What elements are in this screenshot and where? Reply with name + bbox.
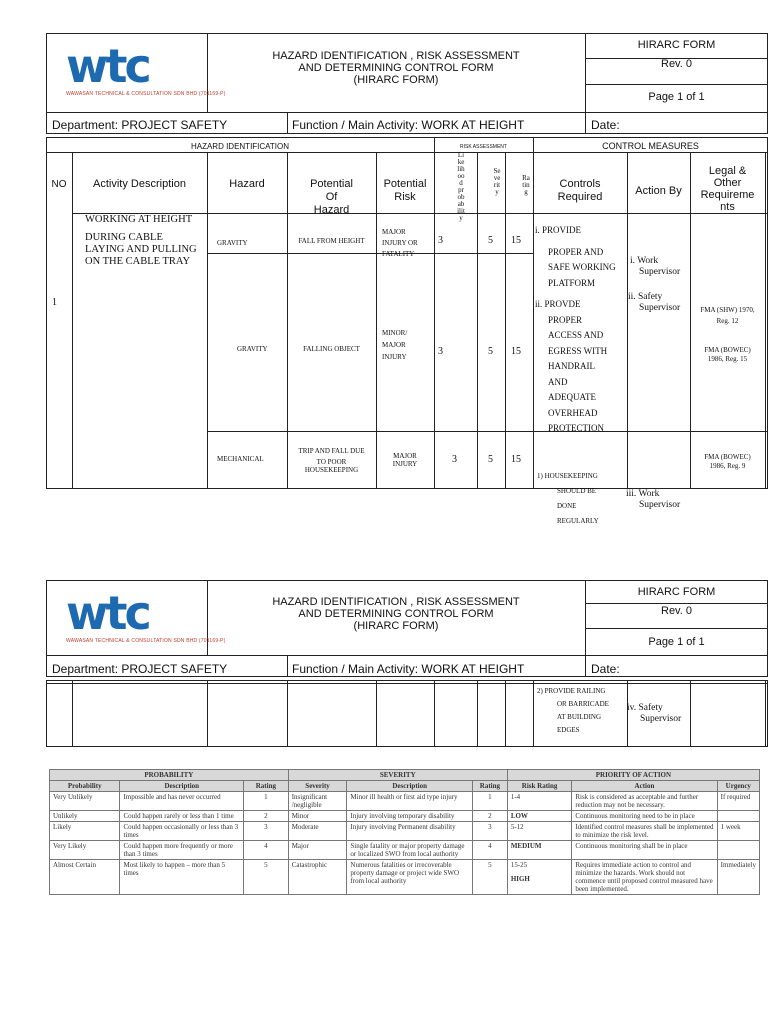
date-label-2: Date:: [591, 662, 620, 676]
form-name: HIRARC FORM: [637, 39, 716, 51]
legend-cell: Minor: [288, 811, 347, 822]
company-logo-2: wtc WAWASAN TECHNICAL & CONSULTATION SDN BHD (701169-P): [66, 586, 226, 644]
page-number: Page 1 of 1: [648, 91, 705, 103]
legend-cell: Continuous monitoring shall be in place: [572, 841, 717, 860]
legend-cell: 15-25 HIGH: [507, 860, 572, 895]
col-no: NO: [51, 179, 67, 190]
legend-col-urgency: Urgency: [717, 781, 759, 792]
legend-cell: Could happen more frequently or more than 3 times: [120, 841, 244, 860]
legend-cell: Numerous fatalities or irrecoverable property damage or project wide SWO from local authority: [347, 860, 473, 895]
effect-2: FALLING OBJECT: [303, 345, 360, 353]
revision-2: Rev. 0: [661, 605, 692, 617]
legend-cell: Insignificant /negligible: [288, 792, 347, 811]
risk-3: MAJOR INJURY: [392, 452, 418, 468]
action-by-1: i. Work Supervisor: [630, 256, 681, 277]
legal-2: FMA (BOWEC) 1986, Reg. 15: [704, 346, 751, 363]
legend-col-probability: Probability: [50, 781, 120, 792]
likelihood-1: 3: [438, 235, 443, 246]
col-controls: Controls Required: [557, 178, 603, 203]
legend-cell: Single fatality or major property damage or localized SWO from local authority: [347, 841, 473, 860]
legend-priority-heading: PRIORITY OF ACTION: [507, 770, 759, 781]
controls-required-page2: 2) PROVIDE RAILING OR BARRICADE AT BUILDING EDGES: [537, 687, 609, 734]
legend-severity-heading: SEVERITY: [288, 770, 507, 781]
legend-cell: Risk is considered as acceptable and further reduction may not be necessary.: [572, 792, 717, 811]
department-label: Department: PROJECT SAFETY: [52, 118, 228, 132]
legend-cell: [717, 811, 759, 822]
legend-cell: [717, 841, 759, 860]
legend-cell: 3: [472, 822, 507, 841]
legend-cell: 1 week: [717, 822, 759, 841]
legend-cell: Almost Certain: [50, 860, 120, 895]
legend-cell: Catastrophic: [288, 860, 347, 895]
risk-assessment-heading: RISK ASSESSMENT: [460, 144, 507, 150]
rating-3: 15: [511, 454, 521, 465]
control-measures-heading: CONTROL MEASURES: [602, 141, 699, 151]
col-severity: Severity: [493, 167, 501, 196]
legend-col-severity-rating: Rating: [472, 781, 507, 792]
legend-cell: 1-4: [507, 792, 572, 811]
function-label-2: Function / Main Activity: WORK AT HEIGHT: [292, 662, 525, 676]
legend-cell: Likely: [50, 822, 120, 841]
legend-cell: Immediately: [717, 860, 759, 895]
legend-probability-heading: PROBABILITY: [50, 770, 289, 781]
col-activity: Activity Description: [93, 178, 186, 190]
col-action-by: Action By: [635, 185, 682, 197]
department-label-2: Department: PROJECT SAFETY: [52, 662, 228, 676]
effect-3: TRIP AND FALL DUE TO POOR HOUSEKEEPING: [298, 447, 365, 474]
company-logo: wtc WAWASAN TECHNICAL & CONSULTATION SDN BHD (701169-P): [66, 39, 226, 97]
legend-cell: Continuous monitoring need to be in place: [572, 811, 717, 822]
legend-cell: 2: [244, 811, 289, 822]
rating-1: 15: [511, 235, 521, 246]
form-title: HAZARD IDENTIFICATION , RISK ASSESSMENT AND DETERMINING CONTROL FORM (HIRARC FORM): [272, 50, 520, 86]
controls-required-3: 1) HOUSEKEEPING SHOULD BE DONE REGULARLY: [537, 472, 599, 525]
severity-3: 5: [488, 454, 493, 465]
row-no: 1: [52, 297, 57, 308]
col-effect: Potential Of Hazard: [310, 178, 353, 216]
form-name-2: HIRARC FORM: [637, 586, 716, 598]
activity-description: WORKING AT HEIGHT DURING CABLE LAYING AND PULLING ON THE CABLE TRAY: [85, 214, 197, 267]
action-by-2: ii. Safety Supervisor: [628, 292, 681, 313]
legend-cell: Could happen rarely or less than 1 time: [120, 811, 244, 822]
legend-col-severity-description: Description: [347, 781, 473, 792]
revision: Rev. 0: [661, 58, 692, 70]
legend-cell: LOW: [507, 811, 572, 822]
risk-1: MAJOR INJURY OR FATALITY: [382, 228, 418, 258]
severity-2: 5: [488, 346, 493, 357]
legend-cell: Minor ill health or first aid type injury: [347, 792, 473, 811]
hazard-identification-heading: HAZARD IDENTIFICATION: [190, 142, 290, 151]
legend-cell: Very Unlikely: [50, 792, 120, 811]
legend-col-action: Action: [572, 781, 717, 792]
legend-cell: MEDIUM: [507, 841, 572, 860]
legend-cell: 5-12: [507, 822, 572, 841]
legal-3: FMA (BOWEC) 1986, Reg. 9: [704, 453, 751, 470]
legend-cell: 5: [472, 860, 507, 895]
rating-2: 15: [511, 346, 521, 357]
legend-cell: 3: [244, 822, 289, 841]
date-label: Date:: [591, 118, 620, 132]
legend-row: [50, 792, 760, 811]
controls-required: i. PROVIDE PROPER AND SAFE WORKING PLATFORM ii. PROVDE PROPER ACCESS AND EGRESS WITH HANDRAIL AND ADEQUATE OVERHEAD PROTECTION: [535, 225, 616, 433]
legend-row: [50, 811, 760, 822]
legend-cell: Could happen occasionally or less than 3 times: [120, 822, 244, 841]
col-likelihood: Likelihood probability: [457, 151, 465, 222]
likelihood-3: 3: [452, 454, 457, 465]
legend-cell: 4: [472, 841, 507, 860]
col-risk: Potential Risk: [383, 178, 427, 203]
action-by-page2: iv. Safety Supervisor: [627, 703, 682, 724]
legend-cell: Very Likely: [50, 841, 120, 860]
legend-cell: Injury involving temporary disability: [347, 811, 473, 822]
hazard-2: GRAVITY: [237, 345, 268, 353]
risk-2: MINOR/ MAJOR INJURY: [382, 329, 408, 361]
legend-col-severity: Severity: [288, 781, 347, 792]
legal-1: FMA (SHW) 1970, Reg. 12: [700, 306, 755, 325]
hazard-1: GRAVITY: [217, 239, 248, 247]
legend-cell: Moderate: [288, 822, 347, 841]
likelihood-2: 3: [438, 346, 443, 357]
legend-col-description: Description: [120, 781, 244, 792]
effect-1: FALL FROM HEIGHT: [298, 237, 365, 245]
legend-cell: If required: [717, 792, 759, 811]
legend-cell: 5: [244, 860, 289, 895]
page-number-2: Page 1 of 1: [648, 636, 705, 648]
form-title-2: HAZARD IDENTIFICATION , RISK ASSESSMENT AND DETERMINING CONTROL FORM (HIRARC FORM): [272, 596, 520, 632]
col-legal: Legal & Other Requireme nts: [700, 165, 755, 213]
legend-cell: 1: [244, 792, 289, 811]
legend-col-rating: Rating: [244, 781, 289, 792]
legend-cell: Identified control measures shall be implemented to minimize the risk level.: [572, 822, 717, 841]
hazard-3: MECHANICAL: [217, 455, 264, 463]
legend-cell: Requires immediate action to control and minimize the hazards. Work should not commence until proposed control measured have been implemented.: [572, 860, 717, 895]
legend-row: [50, 822, 760, 841]
severity-1: 5: [488, 235, 493, 246]
legend-cell: Most likely to happen – more than 5 times: [120, 860, 244, 895]
col-rating: Rating: [522, 174, 530, 196]
legend-cell: Impossible and has never occurred: [120, 792, 244, 811]
action-by-3: iii. Work Supervisor: [626, 489, 681, 510]
risk-matrix-legend: [49, 769, 760, 895]
col-hazard: Hazard: [229, 178, 265, 190]
legend-cell: 2: [472, 811, 507, 822]
legend-cell: Major: [288, 841, 347, 860]
legend-col-risk-rating: Risk Rating: [507, 781, 572, 792]
legend-cell: Injury involving Permanent disability: [347, 822, 473, 841]
legend-cell: Unlikely: [50, 811, 120, 822]
function-label: Function / Main Activity: WORK AT HEIGHT: [292, 118, 525, 132]
legend-row: [50, 841, 760, 860]
legend-cell: 1: [472, 792, 507, 811]
legend-cell: 4: [244, 841, 289, 860]
legend-row: [50, 860, 760, 895]
